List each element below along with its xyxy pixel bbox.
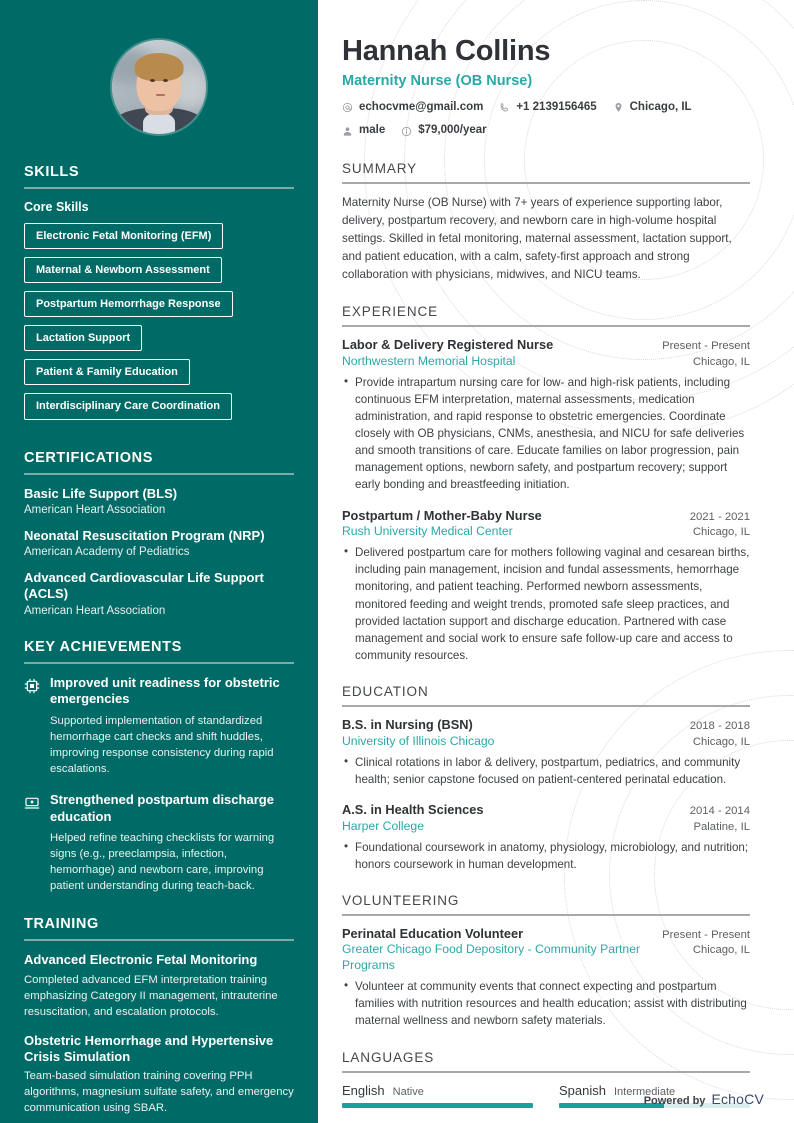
experience-location: Chicago, IL bbox=[692, 526, 750, 539]
divider bbox=[342, 325, 750, 327]
volunteering-role: Perinatal Education Volunteer bbox=[342, 925, 524, 941]
achievement-title: Strengthened postpartum discharge education bbox=[50, 791, 274, 824]
volunteering-heading: VOLUNTEERING bbox=[342, 892, 460, 908]
experience-section bbox=[342, 304, 750, 664]
person-icon bbox=[342, 126, 353, 137]
powered-by-label: Powered by bbox=[643, 1095, 706, 1107]
education-entry bbox=[342, 717, 750, 788]
experience-heading: EXPERIENCE bbox=[342, 304, 439, 320]
skill-chip: Patient & Family Education bbox=[24, 359, 190, 385]
certification-name: Advanced Cardiovascular Life Support (ACLS) bbox=[24, 570, 264, 602]
education-bullets bbox=[342, 839, 750, 873]
skill-chip: Electronic Fetal Monitoring (EFM) bbox=[24, 223, 223, 249]
volunteering-entry bbox=[342, 926, 750, 1030]
achievement-item bbox=[24, 675, 294, 777]
education-degree: A.S. in Health Sciences bbox=[342, 802, 484, 818]
contact-phone bbox=[499, 98, 596, 118]
divider bbox=[24, 187, 294, 189]
experience-job-title: Labor & Delivery Registered Nurse bbox=[342, 337, 554, 353]
job-role: Maternity Nurse (OB Nurse) bbox=[342, 72, 533, 89]
volunteering-org: Greater Chicago Food Depository - Community Partner Programs bbox=[342, 942, 641, 973]
education-date: 2014 - 2014 bbox=[689, 805, 750, 818]
education-location: Palatine, IL bbox=[693, 820, 750, 833]
key-achievements-section bbox=[24, 639, 294, 895]
language-item bbox=[342, 1083, 533, 1108]
training-description: Completed advanced EFM interpretation training emphasizing Category II management, intrauterine resuscitation, and escalation protocols. bbox=[24, 973, 278, 1018]
experience-entry bbox=[342, 337, 750, 494]
experience-company: Northwestern Memorial Hospital bbox=[342, 353, 516, 368]
certification-org: American Academy of Pediatrics bbox=[24, 546, 190, 559]
experience-bullets bbox=[342, 374, 750, 494]
experience-bullets bbox=[342, 544, 750, 664]
language-progress-fill bbox=[342, 1103, 533, 1108]
divider bbox=[342, 182, 750, 184]
education-date: 2018 - 2018 bbox=[689, 720, 750, 733]
education-section bbox=[342, 684, 750, 873]
divider bbox=[24, 939, 294, 941]
achievement-title: Improved unit readiness for obstetric emergencies bbox=[50, 674, 280, 707]
summary-heading: SUMMARY bbox=[342, 160, 418, 176]
contact-salary-value: $79,000/year bbox=[418, 124, 487, 137]
experience-location: Chicago, IL bbox=[692, 355, 750, 368]
email-icon bbox=[342, 102, 353, 113]
education-degree: B.S. in Nursing (BSN) bbox=[342, 717, 473, 733]
skills-section bbox=[24, 164, 294, 428]
languages-heading: LANGUAGES bbox=[342, 1049, 435, 1065]
avatar-container bbox=[24, 40, 294, 134]
experience-entry bbox=[342, 508, 750, 665]
training-heading: TRAINING bbox=[24, 916, 99, 933]
bullet: • Volunteer at community events that connect expecting and postpartum families with nutrition resources and health education; assist with distributing maternal wellness and newborn safety materials. bbox=[342, 978, 750, 1029]
volunteering-date: Present - Present bbox=[662, 928, 750, 941]
education-heading: EDUCATION bbox=[342, 684, 429, 700]
skill-chip: Maternal & Newborn Assessment bbox=[24, 257, 222, 283]
location-pin-icon bbox=[613, 102, 624, 113]
language-name: Spanish bbox=[559, 1082, 606, 1098]
skill-chip: Postpartum Hemorrhage Response bbox=[24, 291, 233, 317]
education-school: Harper College bbox=[342, 818, 424, 833]
language-level: Intermediate bbox=[613, 1085, 676, 1098]
skill-chip: Interdisciplinary Care Coordination bbox=[24, 393, 232, 419]
phone-icon bbox=[499, 102, 510, 113]
footer bbox=[644, 1091, 764, 1107]
summary-text: Maternity Nurse (OB Nurse) with 7+ years of experience supporting labor, delivery, postpartum recovery, and newborn care in high-volume hospital settings. Skilled in fetal monitoring, maternal assessment, lactation support, and patient education, with a calm, safety-first approach and strong collaboration with physicians, midwives, and NICU teams. bbox=[342, 195, 732, 282]
training-item bbox=[24, 1033, 294, 1117]
divider bbox=[24, 473, 294, 475]
achievement-description: Helped refine teaching checklists for warning signs (e.g., preeclampsia, infection, hemorrhage) and newborn care, improving patient understanding during teach-back. bbox=[50, 832, 275, 893]
contact-gender bbox=[342, 121, 385, 141]
certifications-section bbox=[24, 450, 294, 617]
experience-job-title: Postpartum / Mother-Baby Nurse bbox=[342, 507, 542, 523]
achievement-item bbox=[24, 792, 294, 894]
chip-icon bbox=[24, 678, 40, 694]
training-section bbox=[24, 916, 294, 1116]
skill-chip-list bbox=[24, 223, 294, 428]
divider bbox=[342, 914, 750, 916]
experience-date: Present - Present bbox=[662, 340, 750, 353]
main-content bbox=[318, 0, 794, 1123]
certification-name: Basic Life Support (BLS) bbox=[24, 485, 178, 501]
certification-item bbox=[24, 570, 294, 617]
salary-info-icon bbox=[401, 126, 412, 137]
divider bbox=[342, 705, 750, 707]
contact-salary bbox=[401, 121, 486, 141]
achievement-description: Supported implementation of standardized hemorrhage cart checks and shift huddles, improving response consistency during rapid escalations. bbox=[50, 714, 274, 775]
contact-email bbox=[342, 98, 483, 118]
bullet: • Delivered postpartum care for mothers following vaginal and cesarean births, including pain management, incision and fundal assessments, hemorrhage monitoring, and patient teaching. Performed newborn assessments, monitored feeding and weight trends, promoted safe sleep practices, and provided lactation support and discharge education. Partnered with case management and social work to ensure safe follow-up care and access to community resources. bbox=[342, 544, 750, 664]
skill-chip: Lactation Support bbox=[24, 325, 142, 351]
language-name: English bbox=[342, 1082, 385, 1098]
bullet: • Provide intrapartum nursing care for low- and high-risk patients, including continuous EFM interpretation, maternal assessments, medication administration, and rapid response to obstetric emergencies. Coordinate closely with OB physicians, CNMs, anesthesia, and NICU for safe deliveries and smooth transitions of care. Educate families on labor progression, pain management options, newborn safety, and postpartum recovery; support early bonding and breastfeeding initiation. bbox=[342, 374, 750, 494]
bullet: • Clinical rotations in labor & delivery, postpartum, pediatrics, and community health; senior capstone focused on patient-centered perinatal education. bbox=[342, 754, 750, 788]
experience-company: Rush University Medical Center bbox=[342, 524, 513, 539]
training-title: Obstetric Hemorrhage and Hypertensive Crisis Simulation bbox=[24, 1032, 274, 1064]
education-bullets bbox=[342, 754, 750, 788]
divider bbox=[24, 662, 294, 664]
education-school: University of Illinois Chicago bbox=[342, 733, 495, 748]
certifications-heading: CERTIFICATIONS bbox=[24, 449, 153, 466]
language-progress-bar bbox=[342, 1103, 533, 1108]
training-item bbox=[24, 952, 294, 1019]
contact-email-value: echocvme@gmail.com bbox=[359, 100, 484, 113]
certification-item bbox=[24, 486, 294, 516]
training-title: Advanced Electronic Fetal Monitoring bbox=[24, 952, 258, 968]
volunteering-location: Chicago, IL bbox=[692, 944, 750, 957]
contact-gender-value: male bbox=[359, 124, 386, 137]
education-entry bbox=[342, 802, 750, 873]
brand-name: EchoCV bbox=[711, 1091, 764, 1107]
language-level: Native bbox=[392, 1085, 424, 1098]
key-achievements-heading: KEY ACHIEVEMENTS bbox=[24, 638, 182, 655]
page-title: Hannah Collins bbox=[342, 35, 551, 67]
monitor-icon bbox=[24, 795, 40, 811]
volunteering-section bbox=[342, 893, 750, 1030]
contact-location-value: Chicago, IL bbox=[629, 100, 692, 113]
avatar bbox=[112, 40, 206, 134]
volunteering-bullets bbox=[342, 978, 750, 1029]
certification-item bbox=[24, 528, 294, 558]
certification-name: Neonatal Resuscitation Program (NRP) bbox=[24, 527, 265, 543]
contact-list bbox=[342, 98, 750, 141]
divider bbox=[342, 1071, 750, 1073]
contact-location bbox=[613, 98, 692, 118]
bullet: • Foundational coursework in anatomy, physiology, microbiology, and nutrition; honors coursework in human development. bbox=[342, 839, 750, 873]
contact-phone-value: +1 2139156465 bbox=[516, 100, 597, 113]
education-location: Chicago, IL bbox=[692, 735, 750, 748]
core-skills-subheading: Core Skills bbox=[24, 200, 89, 214]
skills-heading: SKILLS bbox=[24, 164, 80, 180]
summary-section bbox=[342, 161, 750, 284]
training-description: Team-based simulation training covering PPH algorithms, magnesium sulfate safety, and emergency communication using SBAR. bbox=[24, 1070, 294, 1115]
sidebar bbox=[0, 0, 318, 1123]
certification-org: American Heart Association bbox=[24, 503, 166, 516]
experience-date: 2021 - 2021 bbox=[689, 510, 750, 523]
certification-org: American Heart Association bbox=[24, 604, 166, 617]
